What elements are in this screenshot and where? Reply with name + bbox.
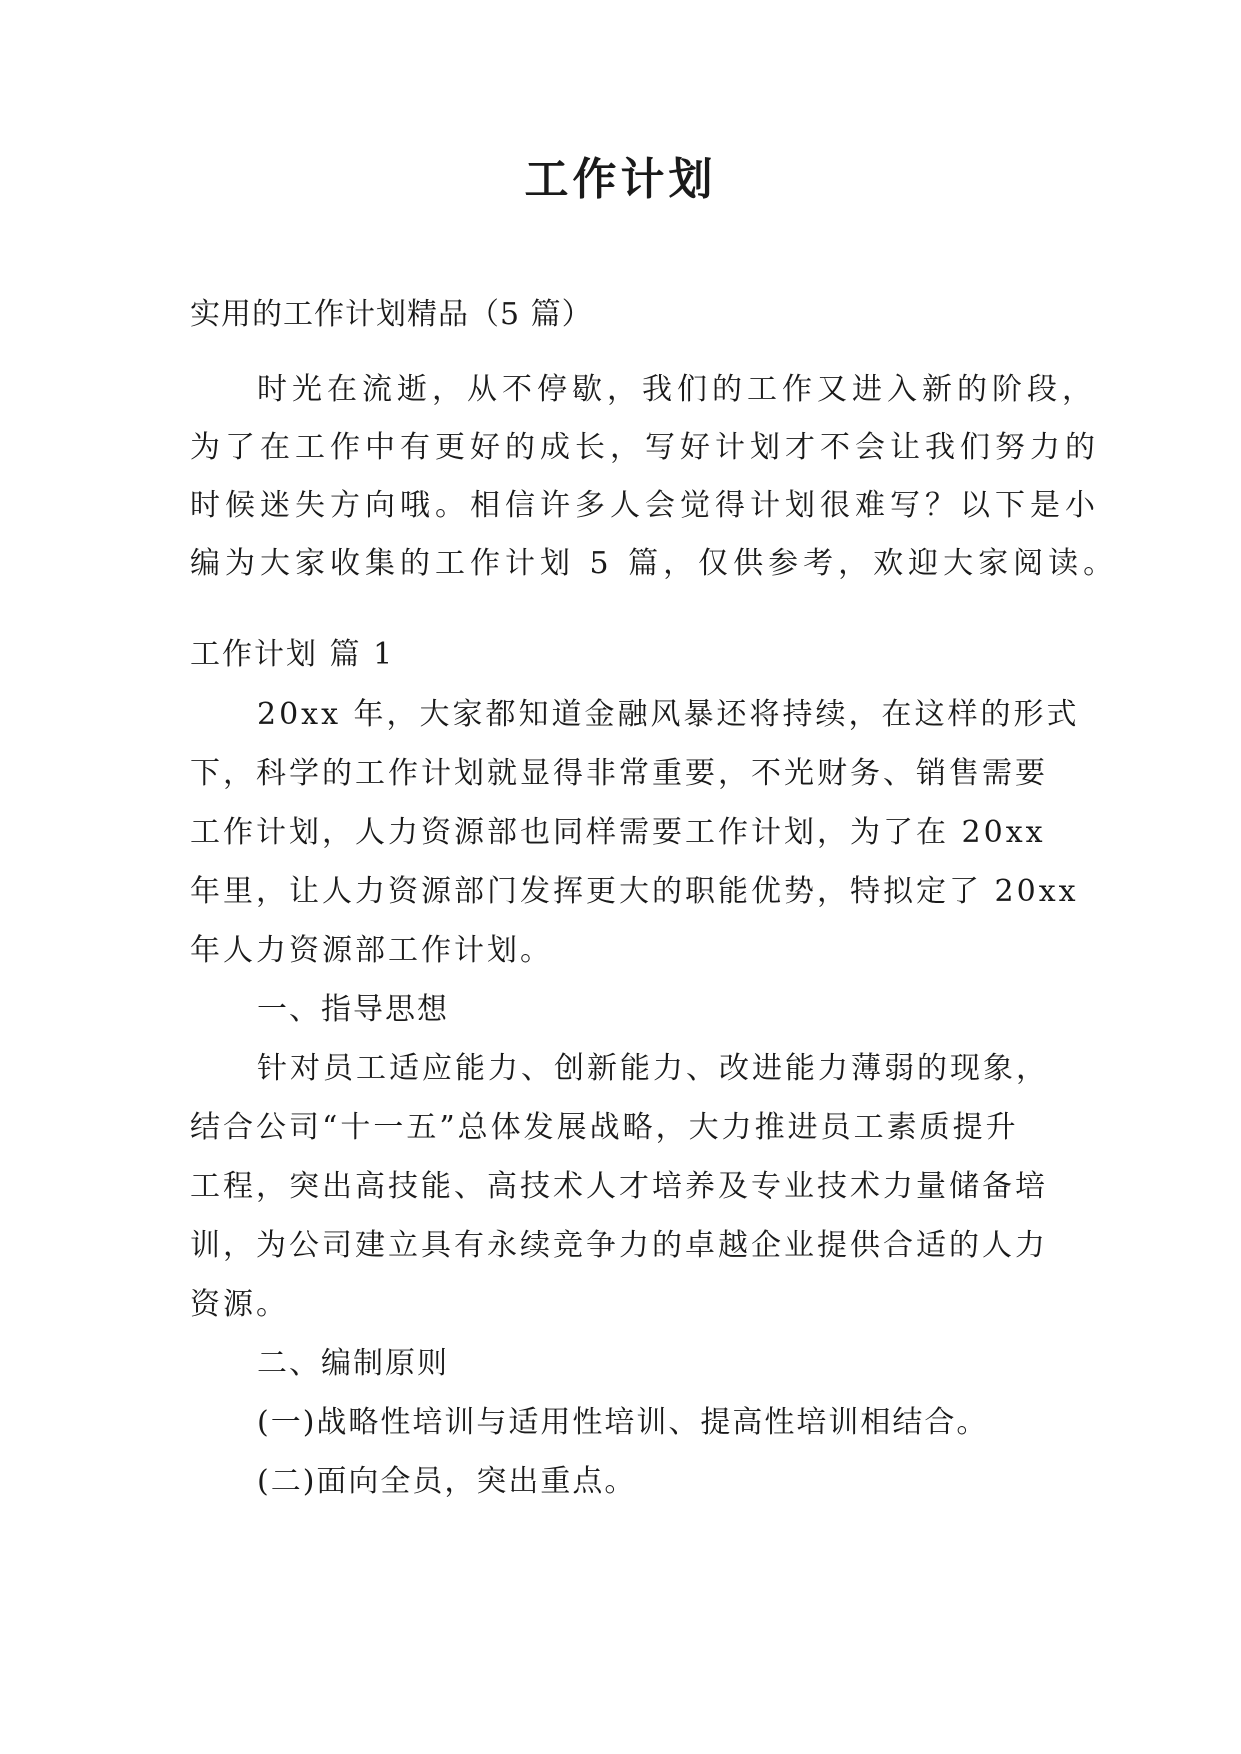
list-item: (一)战略性培训与适用性培训、提高性培训相结合。 [257,1405,989,1440]
paragraph-line: 工作计划，人力资源部也同样需要工作计划，为了在 20xx [190,815,1046,850]
subheading: 一、指导思想 [257,992,449,1027]
paragraph-line: 训，为公司建立具有永续竞争力的卓越企业提供合适的人力 [190,1228,1048,1263]
intro-line: 时候迷失方向哦。相信许多人会觉得计划很难写？以下是小 [190,488,1100,523]
paragraph-line: 下，科学的工作计划就显得非常重要，不光财务、销售需要 [190,756,1048,791]
intro-line: 为了在工作中有更好的成长，写好计划才不会让我们努力的 [190,430,1100,465]
document-subtitle: 实用的工作计划精品（5 篇） [190,297,593,332]
list-item: (二)面向全员，突出重点。 [257,1464,637,1499]
section-heading: 工作计划 篇 1 [190,637,395,672]
paragraph-line: 资源。 [190,1287,289,1322]
paragraph-line: 年人力资源部工作计划。 [190,933,553,968]
paragraph-line: 工程，突出高技能、高技术人才培养及专业技术力量储备培 [190,1169,1048,1204]
document-title: 工作计划 [524,154,717,205]
subheading: 二、编制原则 [257,1346,449,1381]
intro-line: 时光在流逝，从不停歇，我们的工作又进入新的阶段， [257,372,1097,407]
intro-line: 编为大家收集的工作计划 5 篇，仅供参考，欢迎大家阅读。 [190,546,1119,581]
paragraph-line: 年里，让人力资源部门发挥更大的职能优势，特拟定了 20xx [190,874,1079,909]
paragraph-line: 20xx 年，大家都知道金融风暴还将持续，在这样的形式 [257,697,1080,732]
paragraph-line: 针对员工适应能力、创新能力、改进能力薄弱的现象， [257,1051,1049,1086]
paragraph-line: 结合公司“十一五”总体发展战略，大力推进员工素质提升 [190,1110,1019,1145]
